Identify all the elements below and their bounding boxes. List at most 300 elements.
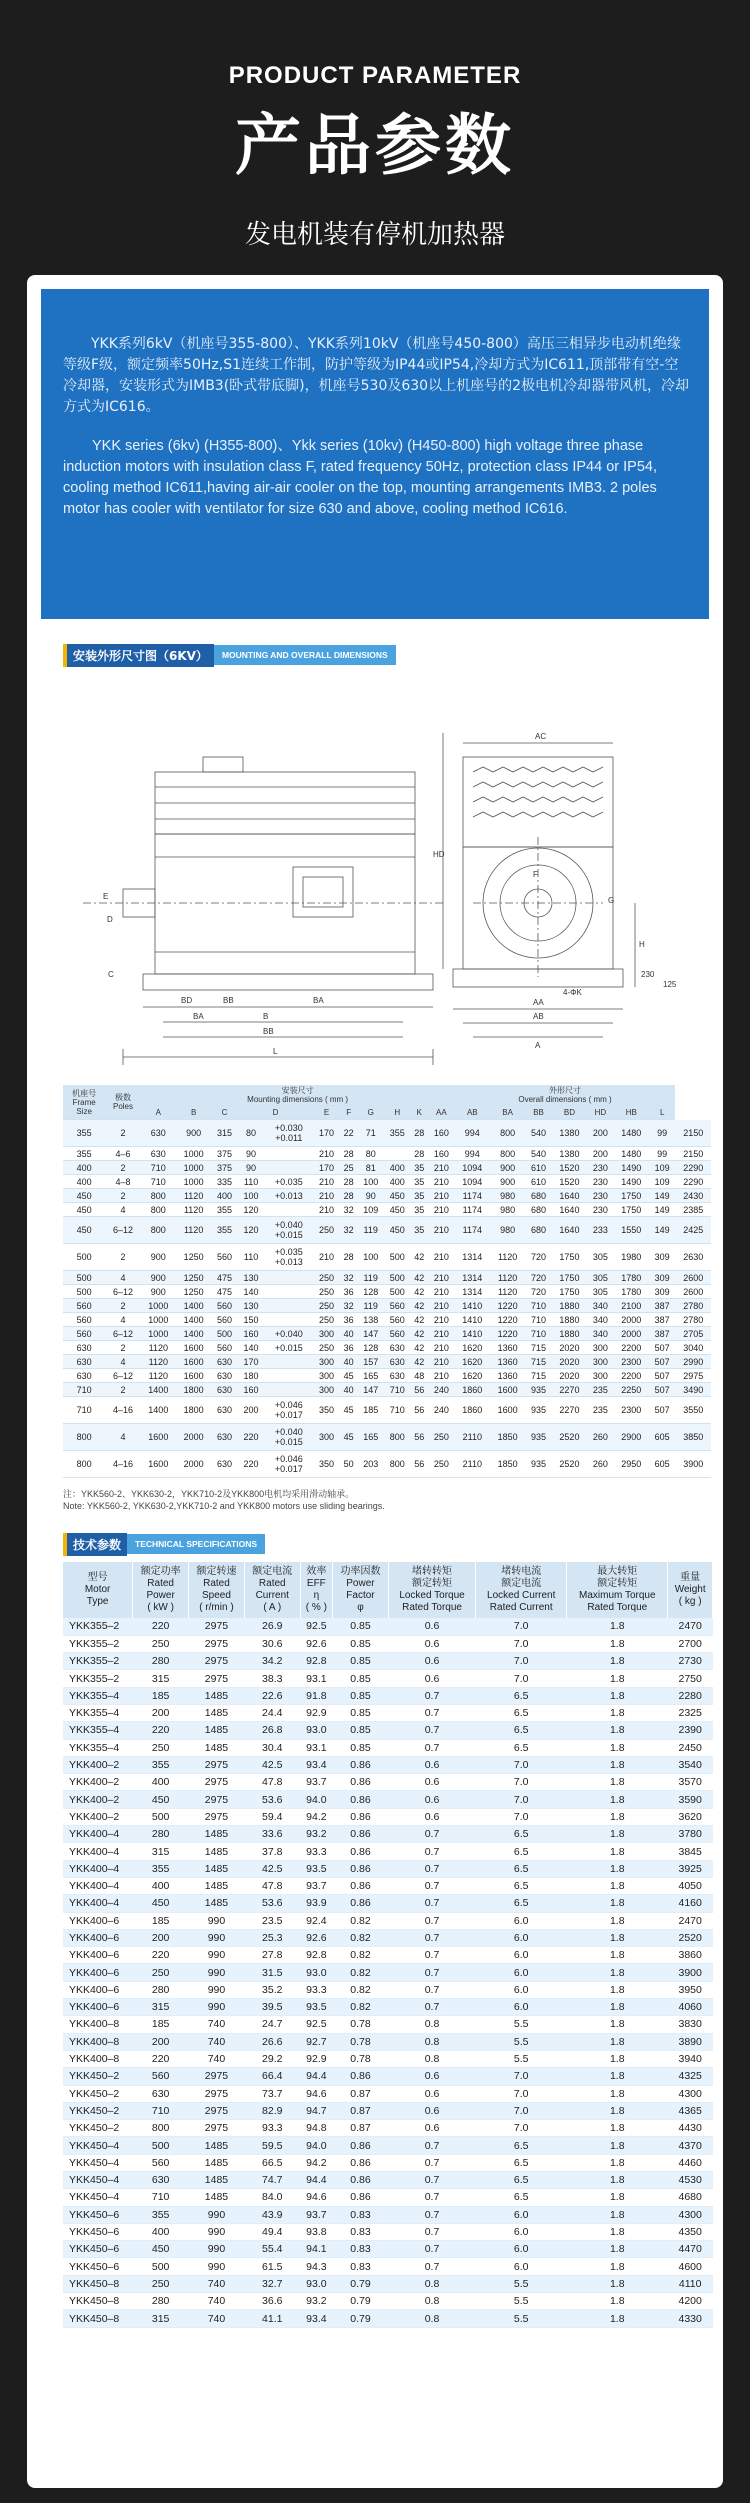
table-cell: 2470 [668, 1912, 713, 1929]
table-cell: 610 [525, 1175, 552, 1189]
table-cell: 0.7 [388, 1843, 475, 1860]
table-cell: 800 [141, 1189, 176, 1203]
table-cell: 93.4 [300, 1756, 332, 1773]
table-cell: 450 [63, 1217, 105, 1244]
table-cell: 3950 [668, 1981, 713, 1998]
table-cell: 1120 [176, 1203, 211, 1217]
table-cell: YKK450–2 [63, 2068, 133, 2085]
table-cell: +0.040 +0.015 [264, 1424, 313, 1451]
table-cell: YKK400–6 [63, 1912, 133, 1929]
table-cell: 2 [105, 1299, 140, 1313]
table-cell: 7.0 [476, 2120, 567, 2137]
table-cell: 94.1 [300, 2241, 332, 2258]
table-cell: 710 [133, 2189, 189, 2206]
table-cell: 4 [105, 1424, 140, 1451]
table-cell: 0.82 [333, 1981, 389, 1998]
table-cell: 0.6 [388, 1756, 475, 1773]
table-cell: 900 [176, 1120, 211, 1147]
table-cell: 6.5 [476, 2137, 567, 2154]
table-cell: 0.7 [388, 2258, 475, 2275]
table-cell: 42.5 [244, 1860, 300, 1877]
section-mounting-cn: 安装外形尺寸图（6KV） [63, 644, 214, 667]
table-cell: 1485 [189, 1739, 245, 1756]
table-cell: 305 [587, 1244, 614, 1271]
table-row [63, 1704, 713, 1721]
table-cell: 92.6 [300, 1929, 332, 1946]
table-cell: 900 [490, 1175, 525, 1189]
table-cell: 160 [428, 1120, 455, 1147]
table-cell: YKK450–2 [63, 2102, 133, 2119]
table-cell: 450 [133, 1791, 189, 1808]
table-cell: 185 [357, 1397, 384, 1424]
table-cell: 0.86 [333, 2154, 389, 2171]
table-cell: 81 [357, 1161, 384, 1175]
table-cell: 185 [133, 1912, 189, 1929]
table-cell [384, 1147, 411, 1161]
table-cell: 170 [238, 1355, 265, 1369]
table-cell: 300 [313, 1355, 340, 1369]
table-cell: 170 [313, 1161, 340, 1175]
table-cell: YKK355–2 [63, 1618, 133, 1635]
table-cell: 47.8 [244, 1774, 300, 1791]
table-cell: 1.8 [567, 2068, 668, 2085]
table-cell: 210 [428, 1369, 455, 1383]
table-cell: 2020 [552, 1355, 587, 1369]
table-cell: 37.8 [244, 1843, 300, 1860]
table-cell: 507 [649, 1383, 676, 1397]
section-mounting-en: MOUNTING AND OVERALL DIMENSIONS [214, 645, 396, 665]
table-cell: 2270 [552, 1397, 587, 1424]
table-cell: 1600 [490, 1383, 525, 1397]
table-cell: 1.8 [567, 2172, 668, 2189]
table-row [63, 1774, 713, 1791]
col-header: 额定电流 Rated Current ( A ) [244, 1562, 300, 1618]
table-row [63, 1397, 711, 1424]
table-cell: 6.5 [476, 1895, 567, 1912]
label-ac: AC [535, 732, 547, 741]
table-cell: 93.5 [300, 1860, 332, 1877]
base-feet [143, 974, 433, 990]
table-cell: 280 [133, 2293, 189, 2310]
table-cell: 4300 [668, 2085, 713, 2102]
front-view [443, 733, 635, 1037]
table-cell: 0.7 [388, 2172, 475, 2189]
table-cell: 1800 [176, 1383, 211, 1397]
col-header: D [238, 1106, 314, 1120]
table-cell: 2975 [189, 1670, 245, 1687]
table-cell: 0.87 [333, 2120, 389, 2137]
table-cell: 36 [340, 1313, 358, 1327]
table-cell: 0.82 [333, 1999, 389, 2016]
table-cell: 0.87 [333, 2102, 389, 2119]
table-cell: 2975 [189, 2085, 245, 2102]
table-cell: YKK400–6 [63, 1947, 133, 1964]
table-cell: YKK400–4 [63, 1843, 133, 1860]
table-cell: 0.86 [333, 1895, 389, 1912]
table-cell: 99 [649, 1147, 676, 1161]
table-cell: 4 [105, 1271, 140, 1285]
col-header-poles: 极数 Poles [105, 1085, 140, 1120]
table-cell: 3890 [668, 2033, 713, 2050]
table-cell: 340 [587, 1327, 614, 1341]
table-cell: 32 [340, 1217, 358, 1244]
col-header: F [340, 1106, 358, 1120]
table-cell: 6.5 [476, 2172, 567, 2189]
table-cell: 4530 [668, 2172, 713, 2189]
table-cell: 92.4 [300, 1912, 332, 1929]
table-cell: 4–6 [105, 1147, 140, 1161]
table-cell: 4060 [668, 1999, 713, 2016]
table-cell: 4350 [668, 2223, 713, 2240]
col-header: 最大转矩 额定转矩 Maximum Torque Rated Torque [567, 1562, 668, 1618]
table-cell: 355 [133, 1860, 189, 1877]
table-cell: 1.8 [567, 1756, 668, 1773]
table-cell: 315 [133, 1670, 189, 1687]
table-cell: 990 [189, 1929, 245, 1946]
table-cell: 6.0 [476, 2258, 567, 2275]
table-cell: 210 [428, 1203, 455, 1217]
table-cell: 91.8 [300, 1687, 332, 1704]
table-cell: 230 [587, 1175, 614, 1189]
table-cell [264, 1355, 313, 1369]
table-cell: 2975 [189, 1791, 245, 1808]
table-cell: YKK400–4 [63, 1877, 133, 1894]
table-cell: 6.5 [476, 2189, 567, 2206]
table-cell: 3540 [668, 1756, 713, 1773]
table-cell: YKK450–2 [63, 2120, 133, 2137]
table-cell: 2200 [614, 1369, 649, 1383]
table-row [63, 1383, 711, 1397]
table-cell: 42.5 [244, 1756, 300, 1773]
table-cell: 3900 [675, 1451, 711, 1478]
table-cell: 235 [587, 1397, 614, 1424]
table-cell: 250 [313, 1313, 340, 1327]
table-cell: 507 [649, 1369, 676, 1383]
table-cell: 93.0 [300, 1722, 332, 1739]
table-cell: 93.1 [300, 1670, 332, 1687]
table-cell: 93.3 [300, 1843, 332, 1860]
table-cell: 1490 [614, 1161, 649, 1175]
table-cell: 2975 [189, 1653, 245, 1670]
table-cell: 2630 [675, 1244, 711, 1271]
table-cell: 450 [133, 1895, 189, 1912]
table-cell: 2 [105, 1341, 140, 1355]
table-cell: 4470 [668, 2241, 713, 2258]
table-cell: 26.9 [244, 1618, 300, 1635]
table-cell: 210 [428, 1313, 455, 1327]
table-cell: 50 [340, 1451, 358, 1478]
table-cell: 2990 [675, 1355, 711, 1369]
table-cell: 7.0 [476, 1635, 567, 1652]
table-cell: 710 [141, 1175, 176, 1189]
table-cell: 800 [490, 1120, 525, 1147]
table-row [63, 2050, 713, 2067]
table-cell: 1.8 [567, 2120, 668, 2137]
table-cell: 2290 [675, 1161, 711, 1175]
table-cell: 800 [490, 1147, 525, 1161]
table-row [63, 2258, 713, 2275]
table-cell: 1.8 [567, 2085, 668, 2102]
table-cell: 100 [238, 1189, 265, 1203]
table-cell: 500 [211, 1327, 238, 1341]
table-cell: 1174 [455, 1203, 490, 1217]
table-cell: 630 [211, 1383, 238, 1397]
table-cell: 4–16 [105, 1451, 140, 1478]
table-cell: 900 [141, 1271, 176, 1285]
page-header [0, 0, 750, 275]
table-cell: 4600 [668, 2258, 713, 2275]
table-cell: 2000 [614, 1327, 649, 1341]
table-cell: 3925 [668, 1860, 713, 1877]
table-cell: 0.86 [333, 1774, 389, 1791]
table-cell: +0.046 +0.017 [264, 1397, 313, 1424]
table-cell: 1220 [490, 1327, 525, 1341]
table-cell: 450 [384, 1203, 411, 1217]
table-cell: 355 [211, 1203, 238, 1217]
table-cell: 240 [428, 1397, 455, 1424]
table-cell: 3900 [668, 1964, 713, 1981]
table-cell: 2780 [675, 1299, 711, 1313]
table-cell: 25.3 [244, 1929, 300, 1946]
table-cell: 200 [587, 1120, 614, 1147]
table-cell: 94.2 [300, 1808, 332, 1825]
table-cell: 260 [587, 1424, 614, 1451]
table-cell: 109 [357, 1203, 384, 1217]
table-cell: 1.8 [567, 2016, 668, 2033]
table-row [63, 2275, 713, 2292]
intro-cn: YKK系列6kV（机座号355-800）、YKK系列10kV（机座号450-800）高压三相异步电动机绝缘等级F级，额定频率50Hz,S1连续工作制，防护等级为IP44或IP54,冷却方式为IC611,顶部带有空-空冷却器，安装形式为IMB3(卧式带底脚)，机座号530及630以上机座号的2极电机冷却器带风机，冷却方式为IC616。 [63, 336, 689, 415]
table-cell: 740 [189, 2033, 245, 2050]
table-cell: 3860 [668, 1947, 713, 1964]
table-row [63, 1653, 713, 1670]
table-cell: 990 [189, 1964, 245, 1981]
table-cell: 59.5 [244, 2137, 300, 2154]
table-cell: 2000 [176, 1424, 211, 1451]
table-cell: 500 [63, 1285, 105, 1299]
table-cell: 2900 [614, 1424, 649, 1451]
table-cell: YKK450–4 [63, 2189, 133, 2206]
table-cell: 500 [384, 1271, 411, 1285]
table-cell: 93.7 [300, 1877, 332, 1894]
table-row [63, 1341, 711, 1355]
table-row [63, 1912, 713, 1929]
table-cell: 0.6 [388, 1774, 475, 1791]
table-cell: 140 [238, 1285, 265, 1299]
table-cell: 6–12 [105, 1285, 140, 1299]
table-cell: 0.79 [333, 2275, 389, 2292]
col-header: 堵转转矩 额定转矩 Locked Torque Rated Torque [388, 1562, 475, 1618]
table-cell: 6–12 [105, 1327, 140, 1341]
table-cell: 1.8 [567, 1635, 668, 1652]
table-cell: 45 [340, 1397, 358, 1424]
col-header: BD [552, 1106, 587, 1120]
table-cell: 1.8 [567, 2050, 668, 2067]
table-cell: 235 [587, 1383, 614, 1397]
table-cell: 0.78 [333, 2033, 389, 2050]
table-cell: 45 [340, 1424, 358, 1451]
table-cell: YKK400–4 [63, 1895, 133, 1912]
table-cell: 94.0 [300, 2137, 332, 2154]
table-cell: 1480 [614, 1147, 649, 1161]
table-cell: 26.6 [244, 2033, 300, 2050]
table-cell: 990 [189, 1999, 245, 2016]
table-cell: 0.7 [388, 2137, 475, 2154]
table-cell: 23.5 [244, 1912, 300, 1929]
table-cell: 900 [141, 1285, 176, 1299]
table-cell: 165 [357, 1424, 384, 1451]
table-cell: YKK450–4 [63, 2154, 133, 2171]
table-cell: 1410 [455, 1299, 490, 1313]
table-row [63, 2085, 713, 2102]
table-cell: 220 [238, 1451, 265, 1478]
label-g: G [608, 896, 615, 905]
table-cell: 6.0 [476, 1999, 567, 2016]
table-cell: 2425 [675, 1217, 711, 1244]
table-cell: 1.8 [567, 1704, 668, 1721]
table-cell: 0.86 [333, 1843, 389, 1860]
table-cell: 120 [238, 1203, 265, 1217]
table-cell: 210 [428, 1341, 455, 1355]
table-cell: 250 [133, 1739, 189, 1756]
table-cell: 6.0 [476, 2206, 567, 2223]
table-cell: 3590 [668, 1791, 713, 1808]
table-cell: 350 [313, 1451, 340, 1478]
table-cell: 45 [340, 1369, 358, 1383]
table-cell: 1.8 [567, 2241, 668, 2258]
table-cell: 42 [410, 1355, 428, 1369]
table-cell: 210 [313, 1244, 340, 1271]
table-cell: 0.8 [388, 2275, 475, 2292]
table-row [63, 2033, 713, 2050]
table-cell: 36 [340, 1341, 358, 1355]
table-row [63, 2293, 713, 2310]
table-cell: 185 [133, 1687, 189, 1704]
table-cell [264, 1313, 313, 1327]
table-cell: 6.5 [476, 1826, 567, 1843]
table-cell: 800 [141, 1203, 176, 1217]
table-cell: 42 [410, 1341, 428, 1355]
table-row [63, 1424, 711, 1451]
table-cell: 42 [410, 1299, 428, 1313]
table-cell: 93.3 [300, 1981, 332, 1998]
table-cell: 7.0 [476, 2085, 567, 2102]
table-cell: +0.035 [264, 1175, 313, 1189]
table-cell: 560 [384, 1299, 411, 1313]
table-cell: 250 [428, 1424, 455, 1451]
table-cell: 1000 [141, 1313, 176, 1327]
table-cell: 2 [105, 1120, 140, 1147]
table-cell: 1.8 [567, 1808, 668, 1825]
table-cell: 1.8 [567, 2310, 668, 2327]
table-cell: 1400 [141, 1383, 176, 1397]
table-cell: 6.0 [476, 1912, 567, 1929]
table-cell: YKK450–4 [63, 2137, 133, 2154]
table-row [63, 1299, 711, 1313]
table-cell: +0.030 +0.011 [264, 1120, 313, 1147]
table-cell: 250 [313, 1271, 340, 1285]
table-cell: 315 [133, 1843, 189, 1860]
dimension-table [63, 1085, 711, 1478]
table-cell: 280 [133, 1826, 189, 1843]
table-cell: 630 [384, 1355, 411, 1369]
table-cell: 2975 [189, 1774, 245, 1791]
table-cell: 0.83 [333, 2223, 389, 2240]
table-cell: 335 [211, 1175, 238, 1189]
table-cell: 1600 [176, 1355, 211, 1369]
table-row [63, 1327, 711, 1341]
table-cell: 27.8 [244, 1947, 300, 1964]
col-header-frame: 机座号 Frame Size [63, 1085, 105, 1120]
table-cell: 680 [525, 1217, 552, 1244]
table-cell: 24.4 [244, 1704, 300, 1721]
table-cell: 120 [238, 1217, 265, 1244]
table-cell: 500 [133, 2137, 189, 2154]
table-cell: 24.7 [244, 2016, 300, 2033]
table-cell: 109 [649, 1161, 676, 1175]
table-cell: 1120 [490, 1271, 525, 1285]
table-cell: 1750 [552, 1271, 587, 1285]
table-cell: 5.5 [476, 2050, 567, 2067]
table-cell: 560 [211, 1341, 238, 1355]
col-header: 堵转电流 额定电流 Locked Current Rated Current [476, 1562, 567, 1618]
table-cell: 560 [211, 1299, 238, 1313]
mounting-drawing [63, 677, 693, 1085]
table-cell: 26.8 [244, 1722, 300, 1739]
table-row [63, 1217, 711, 1244]
table-cell: 1000 [141, 1327, 176, 1341]
tech-spec-table [63, 1562, 713, 2328]
table-cell: 3845 [668, 1843, 713, 1860]
label-b: B [263, 1012, 269, 1021]
table-row [63, 1355, 711, 1369]
table-cell: 210 [313, 1175, 340, 1189]
table-cell: 0.86 [333, 1877, 389, 1894]
table-cell: 28 [340, 1189, 358, 1203]
table-cell: 305 [587, 1285, 614, 1299]
table-row [63, 1670, 713, 1687]
table-cell: 160 [238, 1327, 265, 1341]
col-header: L [649, 1106, 676, 1120]
label-aa: AA [533, 998, 544, 1007]
table-cell: YKK355–4 [63, 1687, 133, 1704]
table-cell: 800 [384, 1424, 411, 1451]
table-cell: YKK400–8 [63, 2033, 133, 2050]
col-header: BA [490, 1106, 525, 1120]
table-cell: 1520 [552, 1175, 587, 1189]
header-en-title: PRODUCT PARAMETER [228, 62, 522, 89]
table-cell: YKK400–6 [63, 1981, 133, 1998]
table-cell: 560 [63, 1313, 105, 1327]
table-cell: 210 [428, 1161, 455, 1175]
table-row [63, 1947, 713, 1964]
table-row [63, 1147, 711, 1161]
table-cell: 34.2 [244, 1653, 300, 1670]
table-cell: 1780 [614, 1285, 649, 1299]
table-cell: 6.0 [476, 1964, 567, 1981]
table-cell: 1.8 [567, 2258, 668, 2275]
content-card [27, 275, 723, 2488]
table-cell: 0.82 [333, 1947, 389, 1964]
table-cell: 200 [238, 1397, 265, 1424]
table-cell: 28 [410, 1147, 428, 1161]
table-cell: 680 [525, 1203, 552, 1217]
table-cell: 170 [313, 1120, 340, 1147]
table-cell: 1.8 [567, 2102, 668, 2119]
table-cell: 2520 [552, 1451, 587, 1478]
table-row [63, 1929, 713, 1946]
table-cell: 0.7 [388, 1981, 475, 1998]
table-cell: 990 [189, 1981, 245, 1998]
